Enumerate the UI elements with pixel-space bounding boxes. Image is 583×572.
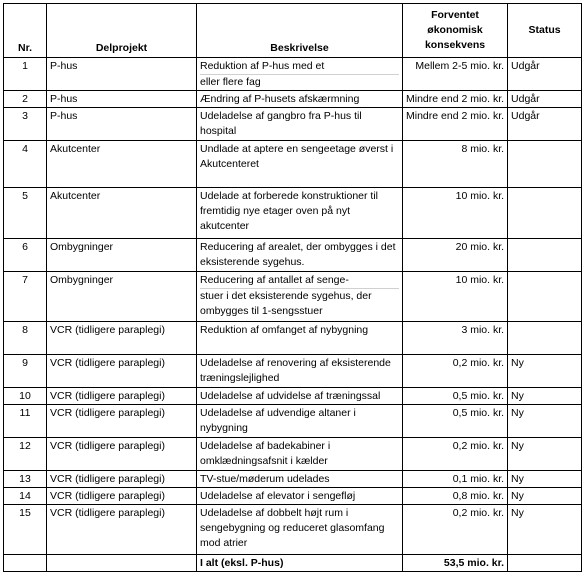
row-oekonomi: 0,1 mio. kr.: [403, 471, 508, 488]
row-delprojekt: P-hus: [47, 91, 197, 108]
row-nr: 12: [4, 438, 47, 471]
total-row: [4, 555, 582, 572]
row-delprojekt: VCR (tidligere paraplegi): [47, 471, 197, 488]
row-nr: 6: [4, 239, 47, 272]
row-beskrivelse: [197, 471, 403, 488]
row-delprojekt: VCR (tidligere paraplegi): [47, 322, 197, 355]
row-beskrivelse: [197, 91, 403, 108]
row-status: Udgår: [508, 108, 582, 141]
row-beskrivelse-line: stuer i det eksisterende sygehus, der ombygges til 1-sengsstuer: [200, 288, 399, 319]
table-row: [4, 488, 582, 505]
row-status: [508, 239, 582, 272]
table-row: [4, 58, 582, 91]
row-beskrivelse: [197, 505, 403, 555]
row-delprojekt: P-hus: [47, 108, 197, 141]
table-row: [4, 388, 582, 405]
row-status: Ny: [508, 355, 582, 388]
row-status: [508, 141, 582, 188]
row-nr: 3: [4, 108, 47, 141]
row-delprojekt: Akutcenter: [47, 188, 197, 239]
header-oekonomi-line: økonomisk: [427, 24, 483, 36]
row-nr: 14: [4, 488, 47, 505]
row-beskrivelse: [197, 58, 403, 91]
row-oekonomi: 0,2 mio. kr.: [403, 355, 508, 388]
row-beskrivelse-line: Udeladelse af badekabiner i omklædningsafsnit i kælder: [200, 440, 331, 467]
header-status: Status: [508, 4, 582, 58]
row-beskrivelse: [197, 141, 403, 188]
row-oekonomi: 20 mio. kr.: [403, 239, 508, 272]
row-nr: 5: [4, 188, 47, 239]
total-delprojekt-cell: [47, 555, 197, 572]
row-oekonomi: Mellem 2-5 mio. kr.: [403, 58, 508, 91]
row-oekonomi: 0,5 mio. kr.: [403, 388, 508, 405]
row-status: Udgår: [508, 91, 582, 108]
row-beskrivelse-line: Reducering af arealet, der ombygges i det eksisterende sygehus.: [200, 241, 396, 268]
row-beskrivelse: [197, 438, 403, 471]
row-status: Ny: [508, 488, 582, 505]
row-delprojekt: Ombygninger: [47, 272, 197, 322]
total-label: I alt (eksl. P-hus): [197, 555, 403, 572]
table-row: [4, 438, 582, 471]
row-delprojekt: VCR (tidligere paraplegi): [47, 505, 197, 555]
row-beskrivelse-line: Ændring af P-husets afskærmning: [200, 93, 360, 105]
row-status: Ny: [508, 471, 582, 488]
row-nr: 8: [4, 322, 47, 355]
row-delprojekt: VCR (tidligere paraplegi): [47, 488, 197, 505]
row-delprojekt: Akutcenter: [47, 141, 197, 188]
row-delprojekt: VCR (tidligere paraplegi): [47, 388, 197, 405]
row-beskrivelse-line: Udelade at forberede konstruktioner til fremtidig nye etager oven på nyt akutcenter: [200, 190, 379, 232]
row-beskrivelse-line: Udeladelse af dobbelt højt rum i sengebygning og reduceret glasomfang mod atrier: [200, 507, 385, 549]
row-delprojekt: VCR (tidligere paraplegi): [47, 438, 197, 471]
row-beskrivelse-line: Reduktion af P-hus med et: [200, 60, 325, 72]
table-row: [4, 239, 582, 272]
row-beskrivelse-line: eller flere fag: [200, 74, 399, 90]
row-oekonomi: Mindre end 2 mio. kr.: [403, 91, 508, 108]
row-oekonomi: 0,2 mio. kr.: [403, 505, 508, 555]
row-status: Ny: [508, 388, 582, 405]
row-status: [508, 322, 582, 355]
table-row: [4, 505, 582, 555]
row-nr: 7: [4, 272, 47, 322]
row-nr: 2: [4, 91, 47, 108]
row-nr: 1: [4, 58, 47, 91]
table-row: [4, 272, 582, 322]
table-row: [4, 141, 582, 188]
row-oekonomi: 0,8 mio. kr.: [403, 488, 508, 505]
row-beskrivelse: [197, 239, 403, 272]
row-oekonomi: Mindre end 2 mio. kr.: [403, 108, 508, 141]
row-beskrivelse-line: Udeladelse af gangbro fra P-hus til hospital: [200, 110, 362, 137]
row-beskrivelse: [197, 272, 403, 322]
row-beskrivelse-line: Reducering af antallet af senge-: [200, 274, 349, 286]
row-beskrivelse-line: Udeladelse af renovering af eksisterende træningslejlighed: [200, 357, 391, 384]
row-status: Ny: [508, 405, 582, 438]
header-row: [4, 4, 582, 58]
row-nr: 13: [4, 471, 47, 488]
row-beskrivelse-line: Udeladelse af udvendige altaner i nybygning: [200, 407, 356, 434]
table-row: [4, 355, 582, 388]
row-beskrivelse: [197, 188, 403, 239]
row-status: Ny: [508, 438, 582, 471]
table-row: [4, 108, 582, 141]
row-delprojekt: Ombygninger: [47, 239, 197, 272]
table-row: [4, 322, 582, 355]
header-oekonomi-line: Forventet: [431, 9, 479, 21]
row-nr: 9: [4, 355, 47, 388]
header-oekonomi: [403, 4, 508, 58]
total-value: 53,5 mio. kr.: [403, 555, 508, 572]
row-beskrivelse: [197, 322, 403, 355]
row-oekonomi: 8 mio. kr.: [403, 141, 508, 188]
row-oekonomi: 0,5 mio. kr.: [403, 405, 508, 438]
savings-table: [3, 3, 582, 572]
header-nr: Nr.: [4, 4, 47, 58]
row-status: [508, 272, 582, 322]
row-status: Ny: [508, 505, 582, 555]
table-row: [4, 405, 582, 438]
row-nr: 11: [4, 405, 47, 438]
table-row: [4, 471, 582, 488]
total-nr-cell: [4, 555, 47, 572]
total-status-cell: [508, 555, 582, 572]
table-row: [4, 91, 582, 108]
row-beskrivelse: [197, 355, 403, 388]
row-oekonomi: 10 mio. kr.: [403, 188, 508, 239]
row-beskrivelse: [197, 108, 403, 141]
row-delprojekt: VCR (tidligere paraplegi): [47, 355, 197, 388]
header-oekonomi-line: konsekvens: [424, 39, 486, 51]
row-nr: 15: [4, 505, 47, 555]
table-row: [4, 188, 582, 239]
row-beskrivelse-line: Udeladelse af udvidelse af træningssal: [200, 390, 381, 402]
row-status: [508, 188, 582, 239]
row-delprojekt: P-hus: [47, 58, 197, 91]
row-beskrivelse-line: Reduktion af omfanget af nybygning: [200, 324, 369, 336]
row-beskrivelse-line: TV-stue/møderum udelades: [200, 473, 330, 485]
row-delprojekt: VCR (tidligere paraplegi): [47, 405, 197, 438]
row-oekonomi: 0,2 mio. kr.: [403, 438, 508, 471]
row-beskrivelse: [197, 388, 403, 405]
row-beskrivelse: [197, 405, 403, 438]
row-nr: 4: [4, 141, 47, 188]
row-beskrivelse-line: Udeladelse af elevator i sengefløj: [200, 490, 356, 502]
row-beskrivelse: [197, 488, 403, 505]
row-status: Udgår: [508, 58, 582, 91]
row-oekonomi: 3 mio. kr.: [403, 322, 508, 355]
row-nr: 10: [4, 388, 47, 405]
row-beskrivelse-line: Undlade at aptere en sengeetage øverst i Akutcenteret: [200, 143, 394, 170]
header-beskrivelse: Beskrivelse: [197, 4, 403, 58]
row-oekonomi: 10 mio. kr.: [403, 272, 508, 322]
header-delprojekt: Delprojekt: [47, 4, 197, 58]
